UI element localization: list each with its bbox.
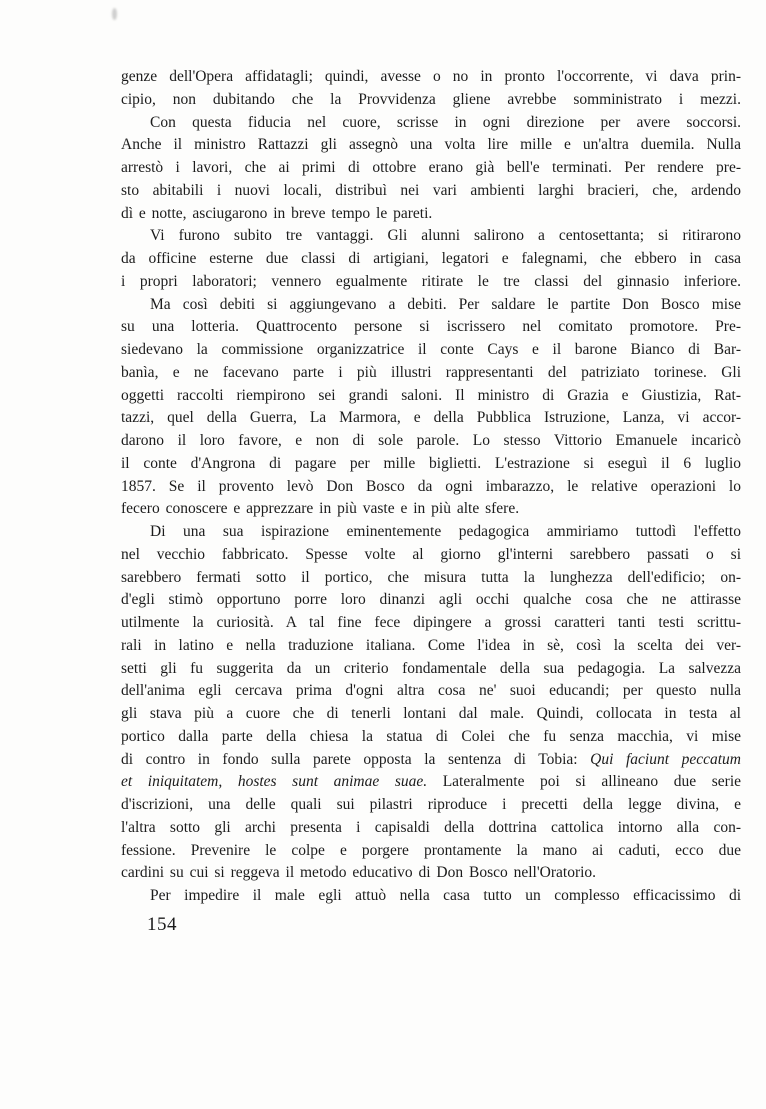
text-line — [121, 817, 741, 840]
body-text: 1857. Se il provento levò Don Bosco da ogni imbarazzo, le relative operazioni lo — [121, 477, 741, 495]
text-line — [121, 89, 741, 112]
body-text: darono il loro favore, e non di sole parole. Lo stesso Vittorio Emanuele incaricò — [121, 432, 741, 449]
text-line — [121, 339, 741, 362]
body-text: i propri laboratori; vennero egualmente ritirate le tre classi del ginnasio inferiore. — [121, 272, 741, 290]
paragraph — [121, 225, 741, 293]
body-text: da officine esterne due classi di artigiani, legatori e falegnami, che ebbero in casa — [121, 250, 741, 267]
body-text: l'altra sotto gli archi presenta i capisaldi della dottrina cattolica intorno alla con- — [121, 818, 741, 836]
body-text: gli stava più a cuore che di tenerli lontani dal male. Quindi, collocata in testa al — [121, 705, 741, 722]
body-text: Di una sua ispirazione eminentemente pedagogica ammiriamo tuttodì l'effetto — [150, 523, 741, 540]
body-text: il conte d'Angrona di pagare per mille biglietti. L'estrazione si eseguì il 6 luglio — [121, 454, 741, 472]
paragraph — [121, 294, 741, 522]
text-line — [121, 134, 741, 157]
text-line — [121, 521, 741, 544]
body-text: Con questa fiducia nel cuore, scrisse in ogni direzione per avere soccorsi. — [150, 113, 741, 131]
text-line — [121, 703, 741, 726]
body-text: fessione. Prevenire le colpe e porgere prontamente la mano ai caduti, ecco due — [121, 841, 741, 859]
body-text: d'egli stimò opportuno porre loro dinanzi agli occhi qualche cosa che ne attirasse — [121, 591, 741, 609]
body-text: Lateralmente poi si allineano due serie — [427, 773, 741, 791]
body-text: tazzi, quel della Guerra, La Marmora, e della Pubblica Istruzione, Lanza, vi accor- — [121, 409, 741, 427]
text-line — [121, 635, 741, 658]
text-line — [121, 316, 741, 339]
body-text: sto abitabili i nuovi locali, distribuì nei vari ambienti larghi bracieri, che, ardendo — [121, 181, 741, 199]
paragraph — [121, 885, 741, 908]
text-line — [121, 112, 741, 135]
text-line — [121, 658, 741, 681]
paragraph — [121, 66, 741, 112]
body-text: di contro in fondo sulla parete opposta la sentenza di Tobia: — [121, 750, 591, 768]
page-number: 154 — [147, 914, 177, 935]
text-line — [121, 271, 741, 294]
body-text: oggetti raccolti riempirono sei grandi saloni. Il ministro di Grazia e Giustizia, Rat- — [121, 386, 741, 404]
body-text: rali in latino e nella traduzione italiana. Come l'idea in sè, così la scelta dei ver- — [121, 636, 741, 654]
text-line — [121, 476, 741, 499]
body-text: utilmente la curiosità. A tal fine fece dipingere a grossi caratteri tanti testi scrittu- — [121, 614, 741, 631]
body-text: cipio, non dubitando che la Provvidenza gliene avrebbe somministrato i mezzi. — [121, 90, 741, 108]
text-line — [121, 612, 741, 635]
text-line — [121, 180, 741, 203]
text-line — [121, 430, 741, 453]
body-text: dell'anima egli cercava prima d'ogni altra cosa ne' suoi educandi; per questo nulla — [121, 682, 741, 700]
text-line — [121, 885, 741, 908]
text-line — [121, 771, 741, 794]
body-text: Ma così debiti si aggiungevano a debiti. Per saldare le partite Don Bosco mise — [150, 295, 741, 313]
body-text: banìa, e ne facevano parte i più illustri rappresentanti del patriziato torinese. Gli — [121, 363, 741, 381]
text-line — [121, 726, 741, 749]
text-line — [121, 680, 741, 703]
text-line — [121, 544, 741, 567]
latin-quote-text: Qui faciunt peccatum — [590, 750, 741, 768]
body-text: portico dalla parte della chiesa la statua di Colei che fu senza macchia, vi mise — [121, 727, 741, 745]
body-text: sarebbero fermati sotto il portico, che misura tutta la lunghezza dell'edificio; on- — [121, 568, 741, 586]
body-text: d'iscrizioni, una delle quali sui pilastri riproduce i precetti della legge divina, e — [121, 796, 741, 813]
text-line — [121, 407, 741, 430]
paragraph — [121, 521, 741, 885]
text-line — [121, 589, 741, 612]
text-line — [121, 567, 741, 590]
body-text: siedevano la commissione organizzatrice il conte Cays e il barone Bianco di Bar- — [121, 341, 741, 358]
scan-smudge — [112, 8, 117, 20]
text-line — [121, 385, 741, 408]
latin-quote-text: et iniquitatem, hostes sunt animae suae. — [121, 773, 428, 791]
page-text — [121, 66, 741, 908]
body-text: fecero conoscere e apprezzare in più vaste e in più alte sfere. — [121, 500, 520, 518]
paragraph — [121, 112, 741, 226]
text-line — [121, 498, 741, 521]
body-text: nel vecchio fabbricato. Spesse volte al giorno gl'interni sarebbero passati o si — [121, 545, 741, 563]
body-text: cardini su cui si reggeva il metodo educativo di Don Bosco nell'Oratorio. — [121, 864, 597, 882]
text-line — [121, 840, 741, 863]
text-line — [121, 248, 741, 271]
body-text: arrestò i lavori, che ai primi di ottobre erano già bell'e terminati. Per rendere pre- — [121, 159, 741, 176]
body-text: Anche il ministro Rattazzi gli assegnò una volta lire mille e un'altra duemila. Nulla — [121, 136, 741, 154]
body-text: dì e notte, asciugarono in breve tempo le pareti. — [121, 204, 433, 222]
body-text: Per impedire il male egli attuò nella casa tutto un complesso efficacissimo di — [150, 887, 741, 904]
text-line — [121, 749, 741, 772]
body-text: su una lotteria. Quattrocento persone si iscrissero nel comitato promotore. Pre- — [121, 318, 741, 336]
text-line — [121, 66, 741, 89]
body-text: setti gli fu suggerita da un criterio fondamentale della sua pedagogia. La salvezza — [121, 659, 741, 677]
text-line — [121, 794, 741, 817]
body-text: Vi furono subito tre vantaggi. Gli alunni salirono a centosettanta; si ritirarono — [150, 227, 741, 245]
text-line — [121, 294, 741, 317]
body-text: genze dell'Opera affidatagli; quindi, avesse o no in pronto l'occorrente, vi dava prin- — [121, 68, 741, 85]
text-line — [121, 203, 741, 226]
text-line — [121, 157, 741, 180]
text-line — [121, 362, 741, 385]
text-line — [121, 862, 741, 885]
text-line — [121, 453, 741, 476]
text-line — [121, 225, 741, 248]
